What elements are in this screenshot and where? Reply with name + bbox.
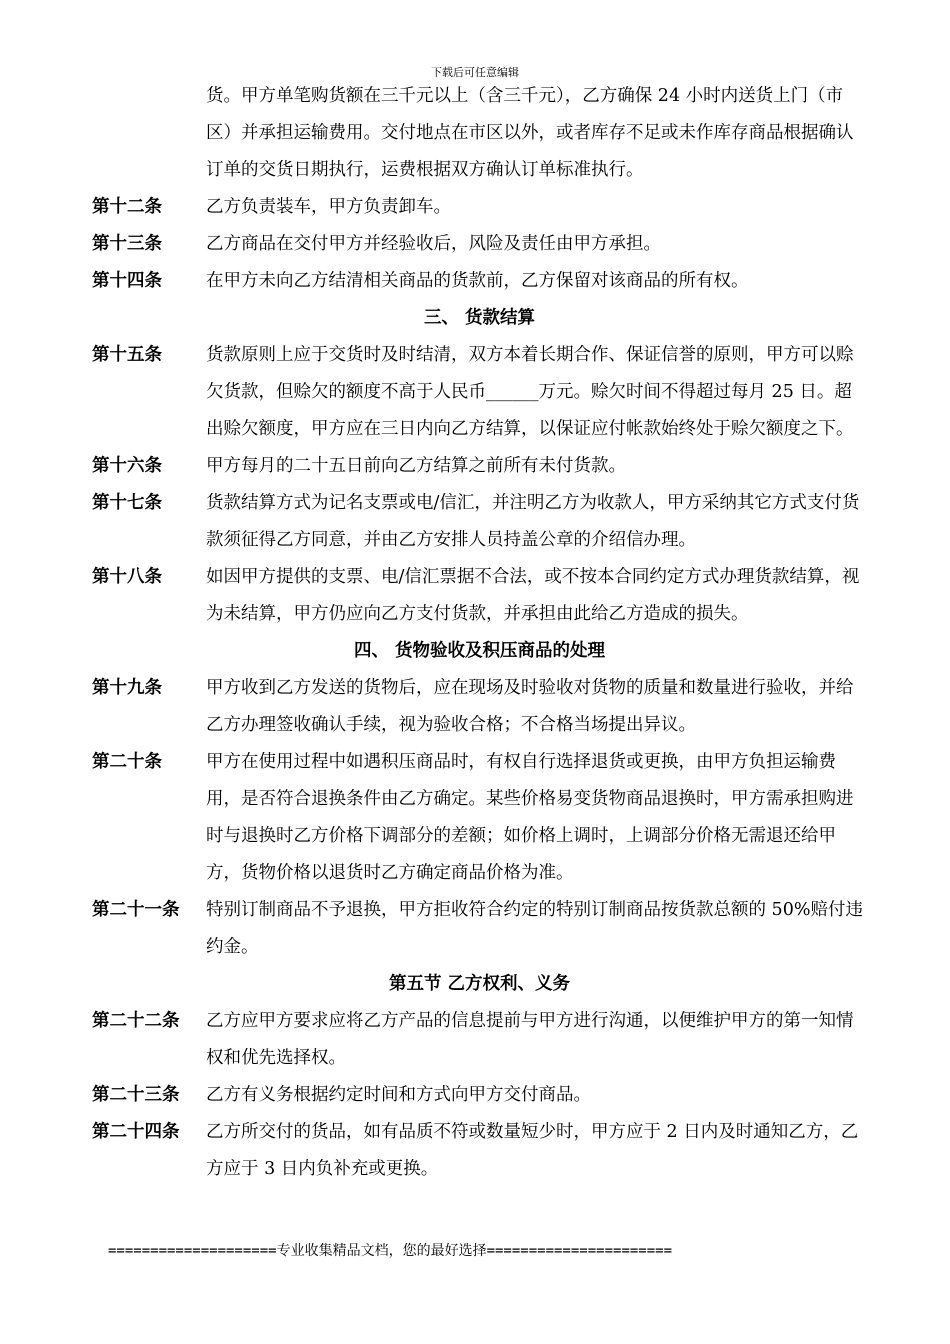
article-text: 在甲方未向乙方结清相关商品的货款前，乙方保留对该商品的所有权。 bbox=[206, 271, 749, 291]
article-24 bbox=[92, 1114, 867, 1188]
article-label: 第二十四条 bbox=[92, 1122, 180, 1142]
page-footer bbox=[108, 1242, 768, 1260]
article-label: 第十二条 bbox=[92, 197, 162, 217]
article-15 bbox=[92, 337, 867, 448]
article-22 bbox=[92, 1003, 867, 1077]
article-label: 第十三条 bbox=[92, 234, 162, 254]
articles-group-d bbox=[92, 1003, 867, 1188]
article-16 bbox=[92, 448, 867, 485]
article-label: 第十五条 bbox=[92, 345, 162, 365]
article-text: 乙方商品在交付甲方并经验收后，风险及责任由甲方承担。 bbox=[206, 234, 661, 254]
article-continuation: 货。甲方单笔购货额在三千元以上（含三千元），乙方确保 24 小时内送货上门（市区）并承担运输费用。交付地点在市区以外，或者库存不足或未作库存商品根据确认订单的交货日期执行，运费根据双方确认订单标准执行。 bbox=[206, 86, 854, 180]
footer-text: 专业收集精品文档，您的最好选择 bbox=[276, 1243, 487, 1259]
article-20 bbox=[92, 744, 867, 892]
footer-left-rule: ==================== bbox=[108, 1243, 277, 1259]
article-label: 第二十三条 bbox=[92, 1085, 180, 1105]
article-text: 甲方每月的二十五日前向乙方结算之前所有未付货款。 bbox=[206, 456, 626, 476]
articles-group-c bbox=[92, 670, 867, 966]
footer-right-rule: ====================== bbox=[486, 1243, 673, 1259]
article-text: 货款原则上应于交货时及时结清，双方本着长期合作、保证信誉的原则，甲方可以赊欠货款，但赊欠的额度不高于人民币______万元。赊欠时间不得超过每月 25 日。超出赊欠额度，甲方应在三日内向乙方结算，以保证应付帐款始终处于赊欠额度之下。 bbox=[206, 345, 854, 439]
header-note: 下载后可任意编辑 bbox=[431, 66, 519, 79]
article-label: 第十四条 bbox=[92, 271, 162, 291]
article-19 bbox=[92, 670, 867, 744]
article-text: 乙方所交付的货品，如有品质不符或数量短少时，甲方应于 2 日内及时通知乙方，乙方应于 3 日内负补充或更换。 bbox=[206, 1122, 859, 1179]
article-17 bbox=[92, 485, 867, 559]
article-23 bbox=[92, 1077, 867, 1114]
article-14 bbox=[92, 263, 867, 300]
article-label: 第十九条 bbox=[92, 678, 162, 698]
article-text: 甲方在使用过程中如遇积压商品时，有权自行选择退货或更换，由甲方负担运输费用，是否符合退换条件由乙方确定。某些价格易变货物商品退换时，甲方需承担购进时与退换时乙方价格下调部分的差额；如价格上调时，上调部分价格无需退还给甲方，货物价格以退货时乙方确定商品价格为准。 bbox=[206, 752, 854, 883]
section-heading-party-b-rights: 第五节 乙方权利、义务 bbox=[388, 974, 571, 994]
articles-group-b bbox=[92, 337, 867, 633]
article-label: 第十七条 bbox=[92, 493, 162, 513]
article-label: 第二十一条 bbox=[92, 900, 180, 920]
article-label: 第二十二条 bbox=[92, 1011, 180, 1031]
article-21 bbox=[92, 892, 867, 966]
article-text: 乙方应甲方要求应将乙方产品的信息提前与甲方进行沟通，以便维护甲方的第一知情权和优先选择权。 bbox=[206, 1011, 854, 1068]
article-label: 第十八条 bbox=[92, 567, 162, 587]
article-label: 第二十条 bbox=[92, 752, 162, 772]
article-text: 如因甲方提供的支票、电/信汇票据不合法，或不按本合同约定方式办理货款结算，视为未结算，甲方仍应向乙方支付货款，并承担由此给乙方造成的损失。 bbox=[206, 567, 860, 624]
article-text: 甲方收到乙方发送的货物后，应在现场及时验收对货物的质量和数量进行验收，并给乙方办理签收确认手续，视为验收合格；不合格当场提出异议。 bbox=[206, 678, 854, 735]
articles-group-a bbox=[92, 189, 867, 300]
article-text: 乙方负责装车，甲方负责卸车。 bbox=[206, 197, 451, 217]
article-12 bbox=[92, 189, 867, 226]
article-text: 特别订制商品不予退换，甲方拒收符合约定的特别订制商品按货款总额的 50%赔付违约金。 bbox=[206, 900, 863, 957]
article-18 bbox=[92, 559, 867, 633]
article-label: 第十六条 bbox=[92, 456, 162, 476]
article-13 bbox=[92, 226, 867, 263]
document-body bbox=[92, 78, 867, 1188]
section-heading-payment: 三、 货款结算 bbox=[423, 308, 536, 328]
section-heading-inspection: 四、 货物验收及积压商品的处理 bbox=[353, 641, 606, 661]
article-text: 货款结算方式为记名支票或电/信汇，并注明乙方为收款人，甲方采纳其它方式支付货款须征得乙方同意，并由乙方安排人员持盖公章的介绍信办理。 bbox=[206, 493, 860, 550]
article-text: 乙方有义务根据约定时间和方式向甲方交付商品。 bbox=[206, 1085, 591, 1105]
